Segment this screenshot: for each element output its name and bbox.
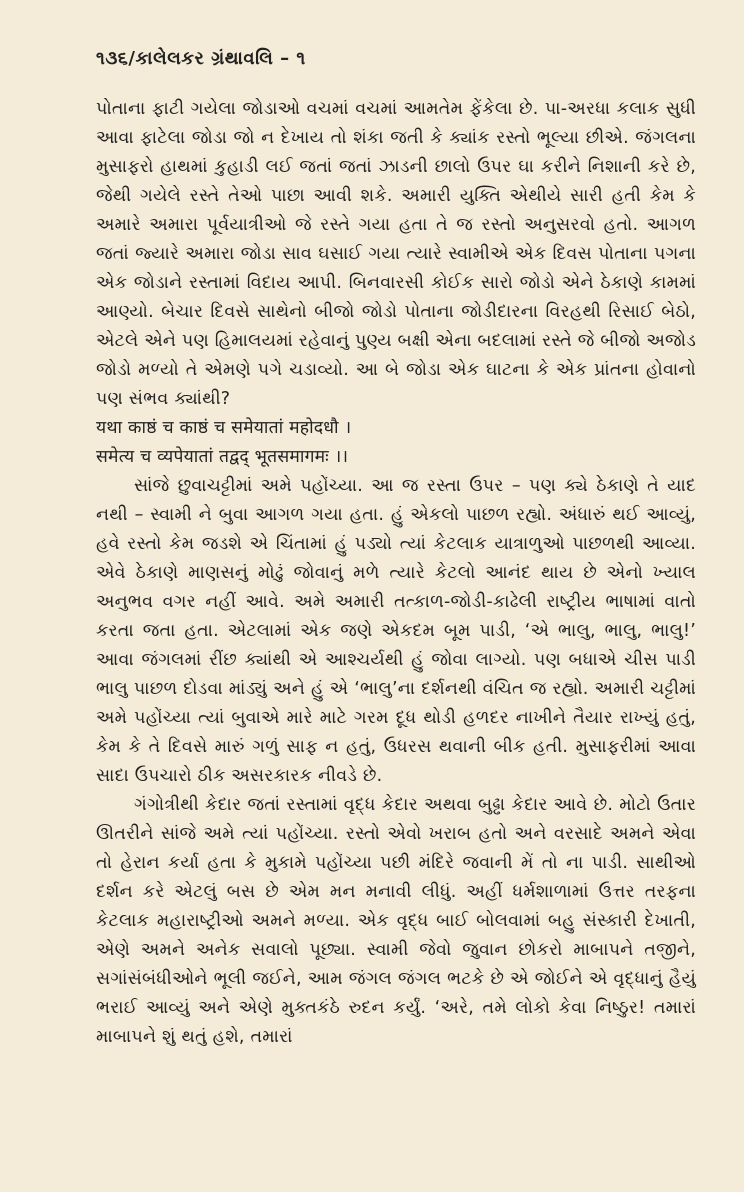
sanskrit-verse bbox=[96, 414, 696, 472]
running-head: ૧૩૬/કાલેલકર ગ્રંથાવલિ – ૧ bbox=[96, 48, 306, 69]
paragraph-1: પોતાના ફાટી ગયેલા જોડાઓ વચમાં વચમાં આમતેમ ફેંકેલા છે. પા-અરધા કલાક સુધી આવા ફાટેલા જોડા જો ન દેખાય તો શંકા જતી કે ક્યાંક રસ્તો ભૂલ્યા છીએ. જંગલના મુસાફરો હાથમાં કુહાડી લઈ જતાં જતાં ઝાડની છાલો ઉપર ઘા કરીને નિશાની કરે છે, જેથી ગયેલે રસ્તે તેઓ પાછા આવી શકે. અમારી યુક્તિ એથીયે સારી હતી કેમ કે અમારે અમારા પૂર્વયાત્રીઓ જે રસ્તે ગયા હતા તે જ રસ્તો અનુસરવો હતો. આગળ જતાં જ્યારે અમારા જોડા સાવ ઘસાઈ ગયા ત્યારે સ્વામીએ એક દિવસ પોતાના પગના એક જોડાને રસ્તામાં વિદાય આપી. બિનવારસી કોઈક સારો જોડો એને ઠેકાણે કામમાં આણ્યો. બેચાર દિવસે સાથેનો બીજો જોડો પોતાના જોડીદારના વિરહથી રિસાઈ બેઠો, એટલે એને પણ હિમાલયમાં રહેવાનું પુણ્ય બક્ષી એના બદલામાં રસ્તે જે બીજો અજોડ જોડો મળ્યો તે એમણે પગે ચડાવ્યો. આ બે જોડા એક ઘાટના કે એક પ્રાંતના હોવાનો પણ સંભવ ક્યાંથી? bbox=[96, 99, 696, 409]
verse-line-2: समेत्य च व्यपेयातां तद्वद् भूतसमागमः ।। bbox=[96, 447, 349, 467]
paragraph-2: સાંજે છુવાચટ્ટીમાં અમે પહોંચ્યા. આ જ રસ્તા ઉપર – પણ ક્યે ઠેકાણે તે યાદ નથી – સ્વામી ને બુવા આગળ ગયા હતા. હું એકલો પાછળ રહ્યો. અંધારું થઈ આવ્યું, હવે રસ્તો કેમ જડશે એ ચિંતામાં હું પડ્યો ત્યાં કેટલાક યાત્રાળુઓ પાછળથી આવ્યા. એવે ઠેકાણે માણસનું મોઢું જોવાનું મળે ત્યારે કેટલો આનંદ થાય છે એનો ખ્યાલ અનુભવ વગર નહીં આવે. અમે અમારી તત્કાળ-જોડી-કાઢેલી રાષ્ટ્રીય ભાષામાં વાતો કરતા જતા હતા. એટલામાં એક જણે એકદમ બૂમ પાડી, ‘એ ભાલુ, ભાલુ, ભાલુ!’ આવા જંગલમાં રીંછ ક્યાંથી એ આશ્ચર્યથી હું જોવા લાગ્યો. પણ બધાએ ચીસ પાડી ભાલુ પાછળ દોડવા માંડ્યું અને હું એ ‘ભાલુ’ના દર્શનથી વંચિત જ રહ્યો. અમારી ચટ્ટીમાં અમે પહોંચ્યા ત્યાં બુવાએ મારે માટે ગરમ દૂધ થોડી હળદર નાખીને તૈયાર રાખ્યું હતું, કેમ કે તે દિવસે મારું ગળું સાફ ન હતું, ઉધરસ થવાની બીક હતી. મુસાફરીમાં આવા સાદા ઉપચારો ઠીક અસરકારક નીવડે છે. bbox=[96, 476, 696, 786]
verse-line-1: यथा काष्ठं च काष्ठं च समेयातां महोदधौ । bbox=[96, 418, 352, 438]
paragraph-3: ગંગોત્રીથી કેદાર જતાં રસ્તામાં વૃદ્ધ કેદાર અથવા બુઢ્ઢા કેદાર આવે છે. મોટો ઉતાર ઊતરીને સાંજે અમે ત્યાં પહોંચ્યા. રસ્તો એવો ખરાબ હતો અને વરસાદે અમને એવા તો હેરાન કર્યા હતા કે મુકામે પહોંચ્યા પછી મંદિરે જવાની મેં તો ના પાડી. સાથીઓ દર્શન કરે એટલું બસ છે એમ મન મનાવી લીધું. અહીં ધર્મશાળામાં ઉત્તર તરફના કેટલાક મહારાષ્ટ્રીઓ અમને મળ્યા. એક વૃદ્ધ બાઈ બોલવામાં બહુ સંસ્કારી દેખાતી, એણે અમને અનેક સવાલો પૂછ્યા. સ્વામી જેવો જુવાન છોકરો માબાપને તજીને, સગાંસંબંધીઓને ભૂલી જઈને, આમ જંગલ જંગલ ભટકે છે એ જોઈને એ વૃદ્ધાનું હૈયું ભરાઈ આવ્યું અને એણે મુક્તકંઠે રુદન કર્યું. ‘અરે, તમે લોકો કેવા નિષ્ઠુર! તમારાં માબાપને શું થતું હશે, તમારાં bbox=[96, 795, 696, 1047]
body-text bbox=[96, 95, 696, 1052]
